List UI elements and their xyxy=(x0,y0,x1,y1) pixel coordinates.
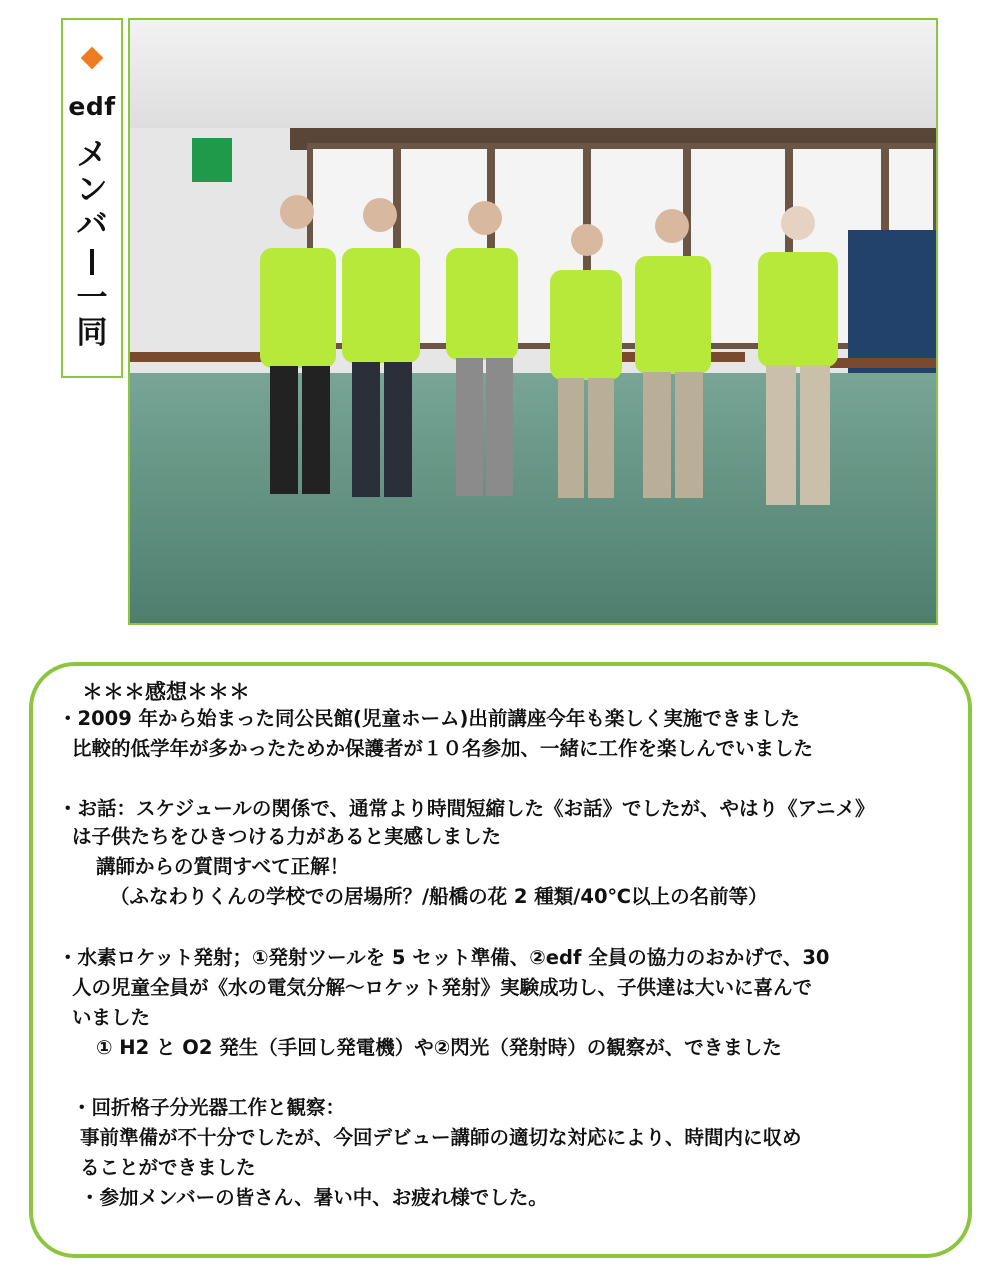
impression-line: 事前準備が不十分でしたが、今回デビュー講師の適切な対応により、時間内に収め xyxy=(80,1126,802,1149)
impression-line: （ふなわりくんの学校での居場所？/船橋の花 2 種類/40℃以上の名前等） xyxy=(110,885,768,908)
impression-line: ることができました xyxy=(80,1156,256,1179)
impression-line: ・2009 年から始まった同公民館(児童ホーム)出前講座今年も楽しく実施できました xyxy=(58,707,800,730)
impression-line: ① H2 と O2 発生（手回し発電機）や②閃光（発射時）の観察が、できました xyxy=(96,1036,782,1059)
edf-label: edf xyxy=(68,92,116,121)
impressions-title: ＊＊＊感想＊＊＊ xyxy=(82,680,250,704)
impression-line: 比較的低学年が多かったためか保護者が１０名参加、一緒に工作を楽しんでいました xyxy=(72,737,814,760)
diamond-bullet-icon xyxy=(81,47,104,70)
members-char: メ xyxy=(76,137,108,173)
members-vertical-label xyxy=(63,138,121,351)
impression-line: ・参加メンバーの皆さん、暑い中、お疲れ様でした。 xyxy=(80,1186,548,1209)
members-char: 一 xyxy=(76,280,108,316)
ceiling xyxy=(130,20,936,138)
impression-line: は子供たちをひきつける力があると実感しました xyxy=(72,825,502,848)
impression-line: 講師からの質問すべて正解！ xyxy=(96,855,350,878)
impression-line: ・水素ロケット発射；①発射ツールを 5 セット準備、②edf 全員の協力のおかげで、30 xyxy=(58,946,830,969)
group-photo-illustration xyxy=(130,20,936,623)
long-dash-mark xyxy=(63,249,121,275)
title-label-box xyxy=(61,18,123,378)
impression-line: 人の児童全員が《水の電気分解～ロケット発射》実験成功し、子供達は大いに喜んで xyxy=(72,976,813,999)
members-char: ン xyxy=(76,172,108,208)
members-char: バ xyxy=(76,207,108,243)
group-photo xyxy=(128,18,938,625)
impression-line: ・お話：スケジュールの関係で、通常より時間短縮した《お話》でしたが、やはり《アニメ》 xyxy=(58,797,875,820)
impression-line: ・回折格子分光器工作と観察： xyxy=(72,1096,346,1119)
exit-sign xyxy=(192,138,232,182)
table xyxy=(830,358,936,368)
impression-line: いました xyxy=(72,1006,151,1029)
members-char: 同 xyxy=(76,315,108,351)
